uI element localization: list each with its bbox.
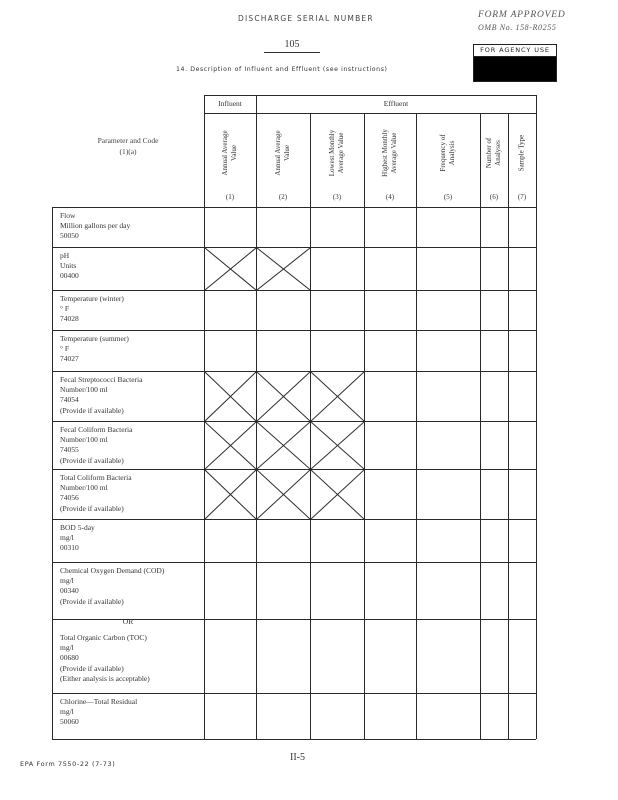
data-entry-cell[interactable] xyxy=(205,331,256,371)
parameter-detail: 74056 xyxy=(60,493,79,503)
data-entry-cell[interactable] xyxy=(509,291,536,330)
data-entry-cell[interactable] xyxy=(481,563,508,619)
page-number: II-5 xyxy=(290,752,305,763)
cross-mark-icon xyxy=(205,422,256,469)
section-title: 14. Description of Influent and Effluent (see instructions) xyxy=(176,66,388,73)
data-entry-cell[interactable] xyxy=(205,208,256,247)
data-entry-cell[interactable] xyxy=(509,470,536,519)
column-header-line: Number of xyxy=(485,137,493,169)
parameter-detail: 74027 xyxy=(60,354,79,364)
parameter-name: Fecal Streptococci Bacteria xyxy=(60,375,143,384)
data-entry-cell[interactable] xyxy=(365,331,416,371)
data-entry-cell[interactable] xyxy=(509,372,536,421)
cross-mark-icon xyxy=(257,470,310,519)
data-entry-cell[interactable] xyxy=(311,291,364,330)
parameter-detail: mg/l xyxy=(60,576,74,586)
crossed-out-cell xyxy=(205,248,256,290)
parameter-detail: 00310 xyxy=(60,543,79,553)
crossed-out-cell xyxy=(257,372,310,421)
data-entry-cell[interactable] xyxy=(205,520,256,562)
data-entry-cell[interactable] xyxy=(311,520,364,562)
row-label xyxy=(60,523,95,554)
cross-mark-icon xyxy=(257,372,310,421)
data-entry-cell[interactable] xyxy=(481,470,508,519)
table-right-border xyxy=(536,95,537,739)
table-top-border xyxy=(204,95,536,96)
data-entry-cell[interactable] xyxy=(257,620,310,693)
column-header-7 xyxy=(508,117,536,189)
data-entry-cell[interactable] xyxy=(257,694,310,739)
data-entry-cell[interactable] xyxy=(365,520,416,562)
column-number: (7) xyxy=(517,193,527,201)
parameter-detail: Number/100 ml xyxy=(60,385,108,395)
parameter-detail: mg/l xyxy=(60,643,74,653)
column-number: (4) xyxy=(385,193,395,201)
column-number: (6) xyxy=(489,193,499,201)
column-header-text xyxy=(328,130,346,176)
parameter-name: Total Coliform Bacteria xyxy=(60,473,132,482)
parameter-detail: 50060 xyxy=(60,717,79,727)
parameter-name: Temperature (summer) xyxy=(60,334,129,343)
data-entry-cell[interactable] xyxy=(417,422,480,469)
crossed-out-cell xyxy=(257,422,310,469)
data-entry-cell[interactable] xyxy=(481,694,508,739)
data-entry-cell[interactable] xyxy=(365,208,416,247)
column-header-2 xyxy=(256,117,310,189)
parameter-detail: (Provide if available) xyxy=(60,455,124,465)
row-label xyxy=(60,375,142,416)
data-entry-cell[interactable] xyxy=(417,563,480,619)
parameter-name: Chlorine—Total Residual xyxy=(60,697,138,706)
column-header-line: Value xyxy=(283,145,291,161)
data-entry-cell[interactable] xyxy=(481,620,508,693)
data-entry-cell[interactable] xyxy=(509,563,536,619)
data-entry-cell[interactable] xyxy=(311,248,364,290)
data-entry-cell[interactable] xyxy=(365,372,416,421)
row-label xyxy=(60,697,137,728)
parameter-detail: (Provide if available) xyxy=(60,503,124,513)
parameter-detail: (Provide if available) xyxy=(60,596,124,606)
data-entry-cell[interactable] xyxy=(365,694,416,739)
cross-mark-icon xyxy=(311,372,364,421)
data-entry-cell[interactable] xyxy=(509,520,536,562)
data-entry-cell[interactable] xyxy=(257,208,310,247)
column-header-line: Highest Monthly xyxy=(381,129,389,177)
data-entry-cell[interactable] xyxy=(365,248,416,290)
discharge-serial-label: DISCHARGE SERIAL NUMBER xyxy=(238,14,374,23)
parameter-detail: 00340 xyxy=(60,586,79,596)
data-entry-cell[interactable] xyxy=(417,620,480,693)
data-entry-cell[interactable] xyxy=(481,248,508,290)
column-header-6 xyxy=(480,117,508,189)
data-entry-cell[interactable] xyxy=(509,422,536,469)
column-header-1 xyxy=(204,117,256,189)
row-label xyxy=(60,633,150,684)
parameter-name: Fecal Coliform Bacteria xyxy=(60,425,133,434)
parameter-detail: ° F xyxy=(60,344,70,354)
data-entry-cell[interactable] xyxy=(481,331,508,371)
cross-mark-icon xyxy=(311,422,364,469)
data-entry-cell[interactable] xyxy=(311,331,364,371)
column-header-line: Analyses xyxy=(494,140,502,166)
data-entry-cell[interactable] xyxy=(417,291,480,330)
column-header-line: Value xyxy=(230,145,238,161)
parameter-detail: (Provide if available) xyxy=(60,663,124,673)
parameter-name: Flow xyxy=(60,211,76,220)
cross-mark-icon xyxy=(311,470,364,519)
column-header-line: Average Value xyxy=(337,132,345,174)
column-number: (1) xyxy=(225,193,235,201)
row-label xyxy=(60,425,132,466)
column-number: (3) xyxy=(332,193,342,201)
parameter-detail: (Either analysis is acceptable) xyxy=(60,673,150,683)
crossed-out-cell xyxy=(257,470,310,519)
data-entry-cell[interactable] xyxy=(417,208,480,247)
column-header-text xyxy=(381,129,399,177)
form-number: EPA Form 7550-22 (7-73) xyxy=(20,760,116,768)
agency-use-box xyxy=(473,44,557,82)
row-label xyxy=(60,211,130,242)
column-header-line: Analysis xyxy=(448,140,456,166)
data-entry-cell[interactable] xyxy=(481,372,508,421)
data-entry-cell[interactable] xyxy=(481,422,508,469)
column-header-4 xyxy=(364,117,416,189)
parameter-name: Temperature (winter) xyxy=(60,294,124,303)
column-header-3 xyxy=(310,117,364,189)
data-entry-cell[interactable] xyxy=(417,520,480,562)
data-entry-cell[interactable] xyxy=(257,563,310,619)
data-entry-cell[interactable] xyxy=(365,620,416,693)
parameter-detail: 74055 xyxy=(60,445,79,455)
parameter-detail: 00400 xyxy=(60,271,79,281)
crossed-out-cell xyxy=(257,248,310,290)
crossed-out-cell xyxy=(205,470,256,519)
parameter-detail: 74028 xyxy=(60,314,79,324)
form-approved-stamp: FORM APPROVED xyxy=(478,10,566,20)
column-header-line: Average Value xyxy=(390,132,398,174)
data-entry-cell[interactable] xyxy=(509,694,536,739)
parameter-detail: 50050 xyxy=(60,231,79,241)
column-header-text xyxy=(518,135,527,172)
cross-mark-icon xyxy=(205,372,256,421)
cross-mark-icon xyxy=(205,470,256,519)
parameter-detail: Million gallons per day xyxy=(60,221,131,231)
data-entry-cell[interactable] xyxy=(257,331,310,371)
data-entry-cell[interactable] xyxy=(481,520,508,562)
parameter-detail: 00680 xyxy=(60,653,79,663)
agency-use-label: FOR AGENCY USE xyxy=(474,45,556,57)
omb-number: OMB No. 158-R0255 xyxy=(478,23,557,32)
parameter-header-code: (1)(a) xyxy=(119,147,137,156)
data-entry-cell[interactable] xyxy=(365,563,416,619)
data-entry-cell[interactable] xyxy=(509,248,536,290)
discharge-serial-value[interactable]: 105 xyxy=(284,39,300,50)
column-header-line: Lowest Monthly xyxy=(328,129,336,177)
column-header-line: Annual Average xyxy=(221,130,229,176)
data-entry-cell[interactable] xyxy=(509,331,536,371)
row-label xyxy=(60,251,79,282)
column-number: (2) xyxy=(278,193,288,201)
data-entry-cell[interactable] xyxy=(509,620,536,693)
crossed-out-cell xyxy=(311,422,364,469)
data-entry-cell[interactable] xyxy=(257,291,310,330)
row-label xyxy=(60,473,132,514)
table-left-border xyxy=(52,207,53,739)
column-header-line: Sample Type xyxy=(517,134,526,172)
crossed-out-cell xyxy=(311,470,364,519)
column-header-line: Annual Average xyxy=(274,130,282,176)
column-header-5 xyxy=(416,117,480,189)
parameter-detail: mg/l xyxy=(60,533,74,543)
data-entry-cell[interactable] xyxy=(205,563,256,619)
data-entry-cell[interactable] xyxy=(481,291,508,330)
parameter-header-title: Parameter and Code xyxy=(97,136,159,145)
data-entry-cell[interactable] xyxy=(205,620,256,693)
row-label xyxy=(60,566,164,607)
parameter-detail: Number/100 ml xyxy=(60,435,108,445)
data-entry-cell[interactable] xyxy=(509,208,536,247)
data-entry-cell[interactable] xyxy=(417,470,480,519)
parameter-detail: 74054 xyxy=(60,395,79,405)
data-entry-cell[interactable] xyxy=(311,694,364,739)
parameter-name: Chemical Oxygen Demand (COD) xyxy=(60,566,165,575)
group-header-divider xyxy=(204,113,536,114)
serial-underline xyxy=(264,52,320,53)
parameter-name: pH xyxy=(60,251,70,260)
influent-header: Influent xyxy=(218,99,242,108)
data-entry-cell[interactable] xyxy=(417,372,480,421)
data-entry-cell[interactable] xyxy=(365,470,416,519)
crossed-out-cell xyxy=(311,372,364,421)
column-number: (5) xyxy=(443,193,453,201)
parameter-header xyxy=(52,135,204,157)
crossed-out-cell xyxy=(205,372,256,421)
data-entry-cell[interactable] xyxy=(417,248,480,290)
data-entry-cell[interactable] xyxy=(365,291,416,330)
parameter-name: BOD 5-day xyxy=(60,523,95,532)
data-entry-cell[interactable] xyxy=(481,208,508,247)
cross-mark-icon xyxy=(205,248,256,290)
or-separator-label: OR xyxy=(122,617,134,626)
row-label xyxy=(60,334,129,365)
effluent-header: Effluent xyxy=(383,99,409,108)
cross-mark-icon xyxy=(257,422,310,469)
parameter-detail: ° F xyxy=(60,304,70,314)
column-header-text xyxy=(274,130,292,175)
row-label xyxy=(60,294,124,325)
column-header-text xyxy=(439,134,457,171)
data-entry-cell[interactable] xyxy=(311,620,364,693)
parameter-detail: Number/100 ml xyxy=(60,483,108,493)
parameter-detail: Units xyxy=(60,261,77,271)
data-entry-cell[interactable] xyxy=(365,422,416,469)
parameter-detail: mg/l xyxy=(60,707,74,717)
data-entry-cell[interactable] xyxy=(205,694,256,739)
row-divider xyxy=(52,739,536,740)
cross-mark-icon xyxy=(257,248,310,290)
column-header-line: Frequency of xyxy=(439,134,447,172)
data-entry-cell[interactable] xyxy=(205,291,256,330)
crossed-out-cell xyxy=(205,422,256,469)
column-header-text xyxy=(485,138,503,169)
parameter-name: Total Organic Carbon (TOC) xyxy=(60,633,147,642)
data-entry-cell[interactable] xyxy=(257,520,310,562)
data-entry-cell[interactable] xyxy=(311,563,364,619)
column-header-text xyxy=(221,130,239,175)
influent-effluent-table xyxy=(52,95,536,739)
data-entry-cell[interactable] xyxy=(311,208,364,247)
data-entry-cell[interactable] xyxy=(417,331,480,371)
parameter-detail: (Provide if available) xyxy=(60,405,124,415)
data-entry-cell[interactable] xyxy=(417,694,480,739)
